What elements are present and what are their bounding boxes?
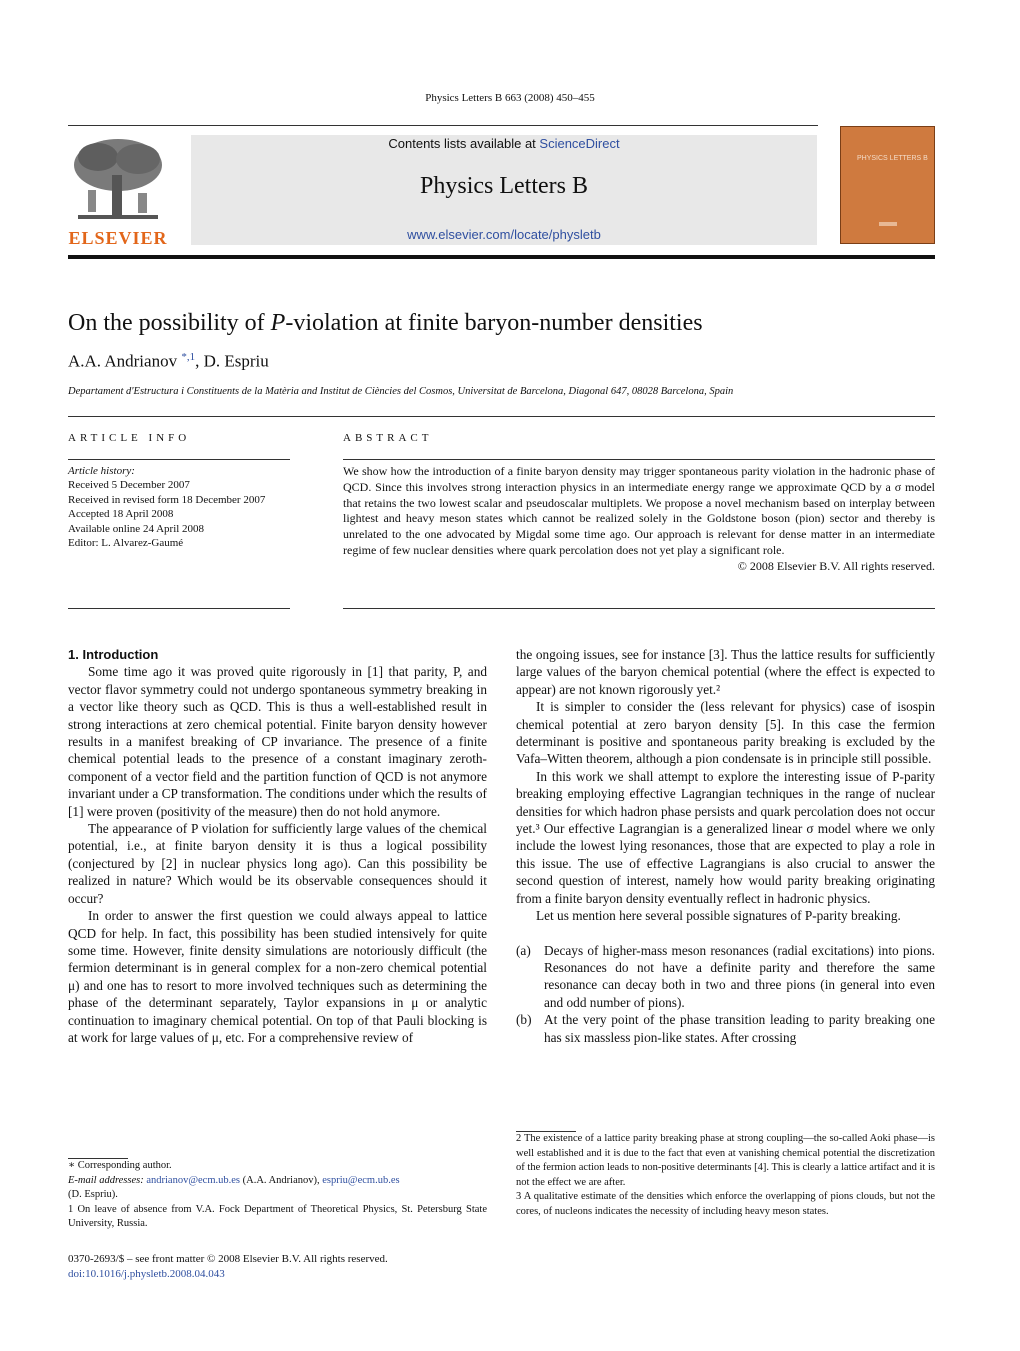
sciencedirect-link[interactable]: ScienceDirect bbox=[539, 136, 620, 151]
accepted-date: Accepted 18 April 2008 bbox=[68, 508, 174, 521]
elsevier-tree-icon bbox=[68, 135, 168, 223]
elsevier-wordmark: ELSEVIER bbox=[68, 228, 168, 248]
article-info-top-rule bbox=[68, 459, 290, 460]
author-separator: , bbox=[195, 351, 204, 371]
abstract-text: We show how the introduction of a finite baryon density may trigger spontaneous parity violation in the hadronic phase of QCD. Since this involves strong interaction physics in an intermediate energy range we approximate QCD by a σ model that retains the two lowest scalar and pseudoscalar multiplets. We propose a novel mechanism based on interplay between lightest and heavy meson states which cannot be realized solely in the Goldstone boson (pion) sector and thereby is unrelated to the one advocated by Migdal some time ago. Our approach is relevant for dense matter in an intermediate regime of few nuclear densities where quark percolation does not yet play a significant role. bbox=[343, 464, 935, 557]
email-addresses bbox=[68, 1174, 487, 1189]
article-info-bottom-rule bbox=[68, 608, 290, 609]
list-text: Decays of higher-mass meson resonances (radial excitations) into pions. Resonances do not have a definite parity and therefore the same resonance can decay both in two and three pions (in general into even and odd number of pions). bbox=[544, 942, 935, 1010]
title-part-1: On the possibility of bbox=[68, 310, 271, 336]
email-link-andrianov[interactable]: andrianov@ecm.ub.es bbox=[146, 1174, 240, 1186]
email-owner-1: (A.A. Andrianov), bbox=[240, 1174, 323, 1186]
contents-prefix: Contents lists available at bbox=[388, 136, 540, 151]
header-bottom-rule bbox=[68, 255, 935, 259]
doi-link[interactable]: doi:10.1016/j.physletb.2008.04.043 bbox=[68, 1267, 225, 1280]
received-date: Received 5 December 2007 bbox=[68, 479, 190, 492]
affiliation: Departament d'Estructura i Constituents de la Matèria and Institut de Ciències del Cosmos, Universitat de Barcelona, Diagonal 647, 08028 Barcelona, Spain bbox=[68, 386, 734, 397]
abstract-bottom-rule bbox=[343, 608, 935, 609]
journal-reference: Physics Letters B 663 (2008) 450–455 bbox=[425, 92, 595, 104]
paragraph: It is simpler to consider the (less relevant for physics) case of isospin chemical potential at zero baryon density [5]. In this case the fermion determinant is positive and spontaneous parity breaking is excluded by the Vafa–Witten theorem, although a pion condensate is in principle still possible. bbox=[516, 699, 935, 767]
right-column bbox=[516, 646, 935, 1046]
author-1-footnote-marks[interactable]: *,1 bbox=[181, 351, 196, 363]
history-label: Article history: bbox=[68, 465, 135, 477]
paragraph: Some time ago it was proved quite rigorously in [1] that parity, P, and vector flavor symmetry could not undergo spontaneous symmetry breaking in a vector like theory such as QCD. This is thus a well-established result in strong interactions at zero chemical potential. Finite baryon density however results in a manifest breaking of CP invariance. The presence of a finite chemical potential leads to the presence of a constant imaginary zeroth-component of a vector field and the partition function of QCD is not anymore invariant under a CP transformation. The conditions under which the results of [1] were proven (positivity of the measure) then do not hold anymore. bbox=[68, 664, 487, 819]
article-info-heading: ARTICLE INFO bbox=[68, 432, 191, 444]
editor: Editor: L. Alvarez-Gaumé bbox=[68, 537, 184, 550]
journal-cover-thumbnail[interactable] bbox=[840, 126, 935, 244]
paragraph: The appearance of P violation for sufficiently large values of the chemical potential, i.e., at finite baryon density it is thus a logical possibility (conjectured by [2] in nuclear physics long ago). Can this possibility be realized in nature? Which would be its observable consequences should it occur? bbox=[68, 821, 487, 906]
email-owner-2: (D. Espriu). bbox=[68, 1189, 118, 1200]
abstract-body bbox=[343, 464, 935, 575]
corresponding-author-note: ∗ Corresponding author. bbox=[68, 1160, 172, 1171]
list-label: (b) bbox=[516, 1012, 532, 1028]
paragraph: Let us mention here several possible signatures of P-parity breaking. bbox=[536, 908, 901, 924]
header-top-rule bbox=[68, 125, 818, 126]
article-history bbox=[68, 464, 290, 550]
list-text: At the very point of the phase transition leading to parity breaking one has six massless pion-like states. After crossing bbox=[544, 1012, 935, 1045]
journal-url-link[interactable]: www.elsevier.com/locate/physletb bbox=[407, 227, 601, 242]
contents-line bbox=[191, 136, 817, 151]
elsevier-logo[interactable] bbox=[68, 135, 168, 248]
cover-decoration bbox=[879, 222, 897, 226]
online-date: Available online 24 April 2008 bbox=[68, 522, 205, 535]
affiliation-rule bbox=[68, 416, 935, 417]
author-list bbox=[68, 351, 269, 372]
footnote-3: 3 A qualitative estimate of the densities which enforce the overlapping of pions clouds, but not the cores, of nucleons indicates the necessity of including heavy meson states. bbox=[516, 1191, 935, 1217]
abstract-copyright: © 2008 Elsevier B.V. All rights reserved. bbox=[737, 558, 935, 573]
list-item bbox=[516, 942, 935, 1012]
publication-info bbox=[68, 1252, 388, 1281]
paragraph: In order to answer the first question we could always appeal to lattice QCD for help. In fact, this possibility has been studied intensively for quite some time. However, finite density simulations are notoriously difficult (the fermion determinant is in general complex for a non-zero chemical potential μ) and one has to resort to more involved techniques such as determining the phase of the determinant separately, Taylor expansions in μ or analytic continuation to imaginary chemical potential. On top of that Pauli blocking is at work for large values of μ, etc. For a comprehensive review of bbox=[68, 908, 487, 1045]
email-link-espriu[interactable]: espriu@ecm.ub.es bbox=[322, 1174, 400, 1186]
footnote-1: 1 On leave of absence from V.A. Fock Department of Theoretical Physics, St. Petersburg State University, Russia. bbox=[68, 1203, 487, 1229]
list-label: (a) bbox=[516, 942, 531, 958]
revised-date: Received in revised form 18 December 2007 bbox=[68, 493, 266, 506]
paragraph: the ongoing issues, see for instance [3]. Thus the lattice results for sufficiently large values of the baryon chemical potential (where the effect is expected to appear) are not known rigorously yet.² bbox=[516, 647, 935, 697]
journal-banner bbox=[191, 135, 817, 245]
title-part-2: -violation at finite baryon-number densities bbox=[285, 310, 703, 336]
cover-title: PHYSICS LETTERS B bbox=[857, 155, 928, 162]
footnotes-left bbox=[68, 1158, 487, 1232]
abstract-heading: ABSTRACT bbox=[343, 432, 433, 444]
footnote-2: 2 The existence of a lattice parity breaking phase at strong coupling—the so-called Aoki phase—is well established and it is due to the fact that even at vanishing chemical potential the discretization of the fermion action leads to non-positive determinants [4]. This is clearly a lattice artifact and it is not the effect we are after. bbox=[516, 1133, 935, 1188]
section-heading: 1. Introduction bbox=[68, 647, 159, 662]
issn-line: 0370-2693/$ – see front matter © 2008 Elsevier B.V. All rights reserved. bbox=[68, 1253, 388, 1265]
author-2[interactable]: D. Espriu bbox=[203, 351, 269, 371]
footnotes-right bbox=[516, 1131, 935, 1219]
paragraph: In this work we shall attempt to explore the interesting issue of P-parity breaking employing effective Lagrangian techniques in the range of nuclear densities for which hadron phase persists and quark percolation does not occur yet.³ Our effective Lagrangian is a generalized linear σ model where we only include the lowest lying resonances, those that are expected to play a role in this issue. The use of effective Lagrangians is also crucial to answer the second question of interest, namely how would parity breaking originating from a finite baryon density eventually reflect in hadronic physics. bbox=[516, 768, 935, 906]
email-label: E-mail addresses: bbox=[68, 1174, 147, 1186]
list-item bbox=[516, 1011, 935, 1046]
title-variable: P bbox=[270, 310, 286, 336]
article-title bbox=[68, 310, 703, 337]
journal-title: Physics Letters B bbox=[420, 173, 588, 199]
left-column bbox=[68, 646, 487, 1046]
abstract-top-rule bbox=[343, 459, 935, 460]
author-1[interactable]: A.A. Andrianov bbox=[68, 351, 178, 371]
